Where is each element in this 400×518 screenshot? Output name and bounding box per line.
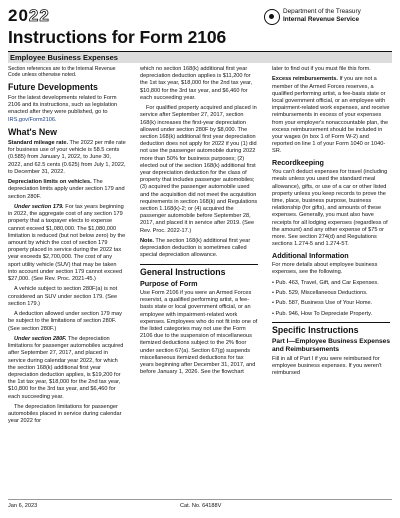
whats-new-heading: What's New — [8, 127, 58, 137]
specific-instructions-heading: Specific Instructions — [272, 322, 390, 335]
page-subtitle: Employee Business Expenses — [10, 53, 118, 62]
purpose-paragraph: Use Form 2106 if you were an Armed Forces reservist, a qualified performing artist, a fee-basis state or local government official, or an employee with impairment-related work expenses. Employees who do not fit into one of the listed categories may not use the Form 2106 due to the suspension of miscellaneous itemized deductions subject to the 2% floor under section 67(a). Section 67(g) suspends miscellaneous itemized deductions for tax years beginning after December 31, 2017, and before January 1, 2026. See the flowchart — [140, 290, 258, 376]
section-280f-paragraph: Under section 280F. The depreciation limitations for passenger automobiles acquired after September 27, 2017, and placed in service during calendar year 2022, for which the section 168(k) additional first year depreciation deduction applies, is $19,200 for the 1st tax year, $18,000 for the 2nd tax year, $10,800 for the 3rd tax year, and $6,460 for each succeeding year. — [8, 336, 124, 400]
future-developments-text: For the latest developments related to Form 2106 and its instructions, such as legislation enacted after they were published, go to IRS.gov/Form2106. — [8, 95, 118, 123]
list-item: • Pub. 463, Travel, Gift, and Car Expenses. — [272, 280, 390, 287]
footer-divider — [8, 499, 392, 500]
year-suffix: 22 — [28, 6, 50, 25]
standard-mileage-paragraph: Standard mileage rate. The 2022 per mile rate for business use of your vehicle is 58.5 cents (0.585) from January 1, 2022, to June 30, 2022, and 62.5 cents (0.625) from July 1, 2022, to December 31, 2022. — [8, 140, 126, 175]
additional-information-heading: Additional Information — [272, 250, 349, 260]
general-instructions-heading: General Instructions — [140, 264, 258, 277]
column-3 — [272, 66, 390, 381]
continued-paragraph: later to find out if you must file this form. — [272, 66, 371, 72]
part-1-heading: Part I—Employee Business Expenses and Reimbursements — [272, 338, 391, 354]
depreciation-limits-paragraph: Depreciation limits on vehicles. The depreciation limits apply under section 179 and section 280F. — [8, 179, 125, 200]
section-references-note: Section references are to the Internal Revenue Code unless otherwise noted. — [8, 66, 116, 79]
list-item: • Pub. 529, Miscellaneous Deductions. — [272, 290, 390, 297]
recordkeeping-heading: Recordkeeping — [272, 157, 324, 167]
agency-block — [264, 8, 361, 25]
suv-paragraph: A vehicle subject to section 280F(a) is not considered an SUV under section 179. (See section 179.) — [8, 286, 118, 307]
note-paragraph: Note. The section 168(k) additional first year depreciation deduction is sometimes called special depreciation allowance. — [140, 238, 251, 259]
recordkeeping-paragraph: You can't deduct expenses for travel (including meals unless you used the standard meal allowance), gifts, or use of a car or other listed property unless you keep records to prove the time, place, business purpose, business relationship (for gifts), and amounts of these expenses. Generally, you must also have receipts for all lodging expenses (regardless of the amount) and any other expense of $75 or more. See section 274(d) and Regulations sections 1.274-5 and 1.274-5T. — [272, 169, 388, 248]
purpose-of-form-heading: Purpose of Form — [140, 278, 198, 288]
column-1 — [8, 66, 126, 429]
qualified-property-paragraph: For qualified property acquired and placed in service after September 27, 2017, section 168(k) increases the first-year depreciation allowed under section 280F by $8,000. The section 168(k) additional first year depreciation deduction does not apply for 2022 if you (1) did not use the passenger automobile during 2022 more than 50% for business purposes; (2) elected out of the section 168(k) additional first year depreciation deduction for the class of property that includes passenger automobiles; (3) acquired the passenger automobile used and the acquisition did not meet the acquisition requirements in section 168(k) and Regulations section 1.168(k)-2; or (4) acquired the passenger automobile before September 28, 2017, and placed it in service after 2019. (See Rev. Proc. 2022-17.) — [140, 105, 258, 234]
additional-information-paragraph: For more details about employee business expenses, see the following. — [272, 262, 378, 276]
list-item: • Pub. 587, Business Use of Your Home. — [272, 300, 390, 307]
form2106-link[interactable]: IRS.gov/Form2106 — [8, 116, 55, 123]
deduction-paragraph: A deduction allowed under section 179 may be subject to the limitations of section 280F. (See section 280F.) — [8, 311, 122, 332]
column-2 — [140, 66, 258, 380]
list-item: • Pub. 946, How To Depreciate Property. — [272, 311, 390, 318]
excess-reimbursements-paragraph: Excess reimbursements. If you are not a member of the Armed Forces reserves, a qualified performing artist, a fee-basis state or local government official, or an employee with impairment-related work expenses, and receive reimbursements in excess of your expenses from your employer's nonaccountable plan, the excess reimbursement should be included in your wages (in box 1 of Form W-2) and reported on line 1 of your Form 1040 or 1040-SR. — [272, 76, 390, 155]
treasury-seal-icon — [264, 9, 280, 25]
footer-catalog-number: Cat. No. 64188V — [180, 503, 222, 509]
agency-department: Department of the Treasury — [283, 8, 361, 15]
agency-irs: Internal Revenue Service — [283, 16, 360, 23]
subtitle-bar — [8, 51, 392, 63]
year-prefix: 20 — [8, 6, 29, 25]
section-179-paragraph: Under section 179. For tax years beginning in 2022, the aggregate cost of any section 179 property that a taxpayer elects to expense cannot exceed $1,080,000. The $1,080,000 limitation is reduced (but not below zero) by the amount by which the cost of section 179 property placed in service during the 2022 tax year exceeds $2,700,000. The cost of any sport utility vehicle (SUV) that may be taken into account under section 179 cannot exceed $27,000. (See Rev. Proc. 2021-45.) — [8, 204, 126, 283]
future-developments-heading: Future Developments — [8, 82, 98, 92]
part-1-paragraph: Fill in all of Part I if you were reimbursed for employee business expenses. If you weren't reimbursed — [272, 356, 382, 377]
limitations-paragraph: The depreciation limitations for passenger automobiles placed in service during calendar year 2022 for — [8, 404, 122, 425]
footer-date: Jan 6, 2023 — [8, 503, 38, 509]
form-year — [8, 6, 50, 26]
continued-paragraph: which no section 168(k) additional first year depreciation deduction applies is $11,200 for the 1st tax year, $18,000 for the 2nd tax year, $10,800 for the 3rd tax year, and $6,460 for each succeeding year. — [140, 66, 253, 101]
page-title: Instructions for Form 2106 — [8, 27, 227, 47]
